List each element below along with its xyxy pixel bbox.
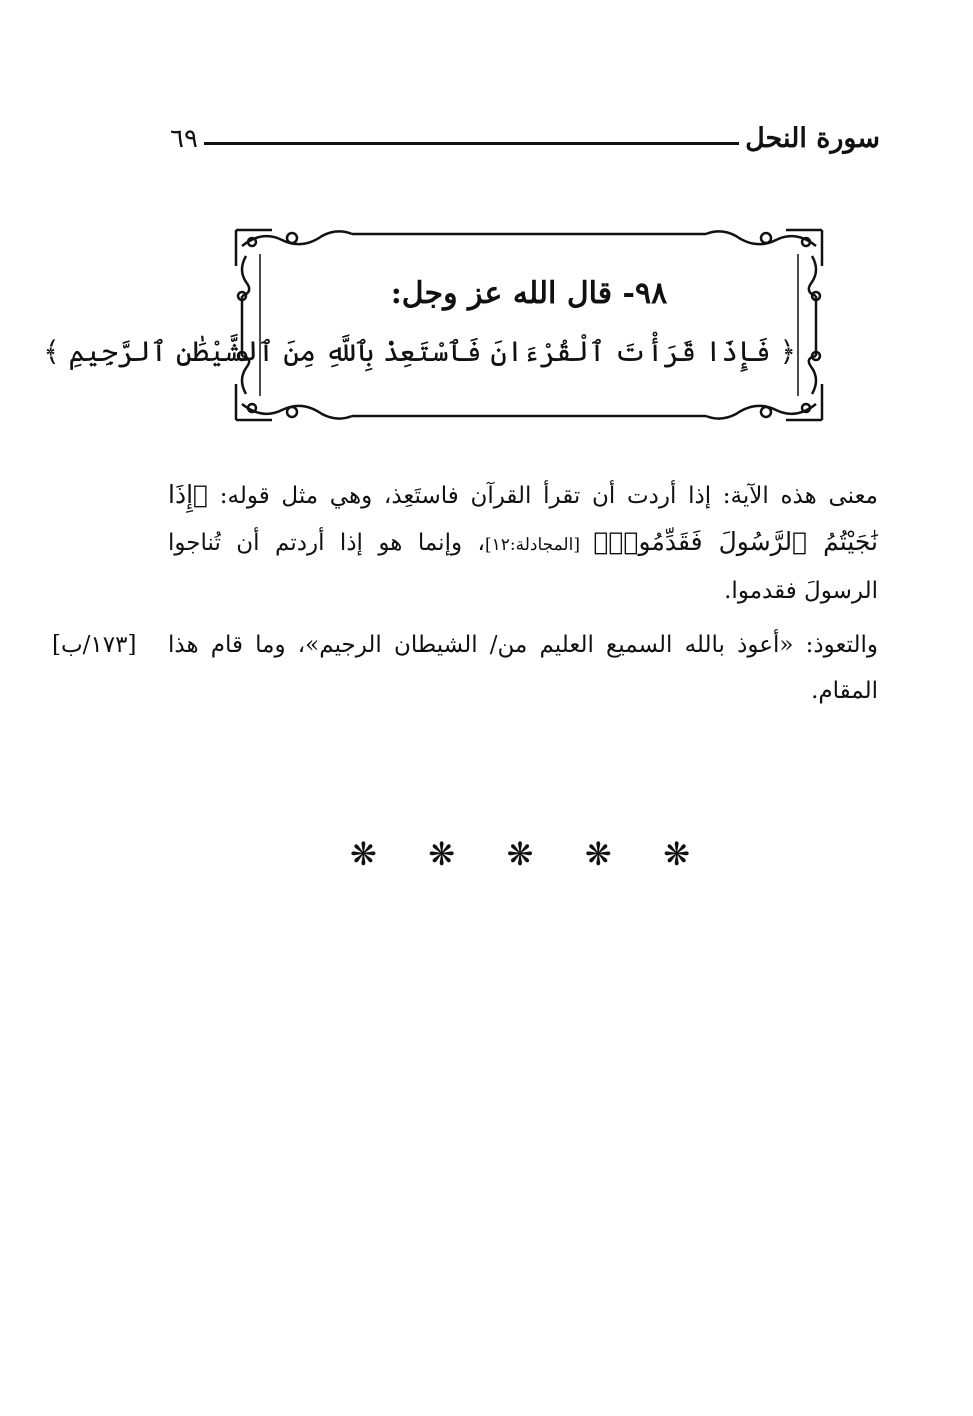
surah-citation: [المجادلة:١٢] bbox=[484, 535, 594, 555]
separator-star-icon: ❋ bbox=[663, 835, 690, 873]
separator-star-icon: ❋ bbox=[350, 835, 377, 873]
separator-star-icon: ❋ bbox=[584, 835, 612, 873]
paragraph-taawwudh: والتعوذ: «أعوذ بالله السميع العليم من/ الشيطان الرجيم»، وما قام هذا المقام. bbox=[168, 632, 878, 704]
section-separator bbox=[350, 836, 690, 872]
page-number: ٦٩ bbox=[170, 124, 198, 154]
surah-title: سورة النحل bbox=[745, 123, 880, 154]
paragraph-meaning bbox=[168, 472, 878, 614]
paragraph-intro: معنى هذه الآية: إذا أردت أن تقرأ القرآن فاستَعِذ، وهي مثل قوله: bbox=[208, 483, 878, 509]
separator-star-icon: ❋ bbox=[428, 835, 456, 873]
manuscript-folio-note: [١٧٣/ب] bbox=[52, 632, 137, 658]
quran-verse: ﴿ فَإِذَا قَرَأْتَ ٱلْقُرْءَانَ فَٱسْتَعِذْ بِٱللَّهِ مِنَ ٱلشَّيْطَٰنِ ٱلرَّجِيمِ ﴾ bbox=[43, 335, 796, 368]
header-rule bbox=[204, 142, 739, 145]
ornamental-frame bbox=[43, 226, 826, 424]
quran-quote: ﴿إِذَا نَٰجَيْتُمُ ٱلرَّسُولَ فَقَدِّمُوا۟﴾ bbox=[168, 480, 878, 556]
verse-box bbox=[43, 226, 826, 424]
running-header bbox=[170, 112, 880, 152]
separator-star-icon: ❋ bbox=[506, 835, 534, 873]
verse-heading: ٩٨- قال الله عز وجل: bbox=[390, 276, 668, 311]
paragraph-rest: ، وإنما هو إذا أردتم أن تُناجوا الرسولَ فقدموا. bbox=[168, 530, 878, 604]
